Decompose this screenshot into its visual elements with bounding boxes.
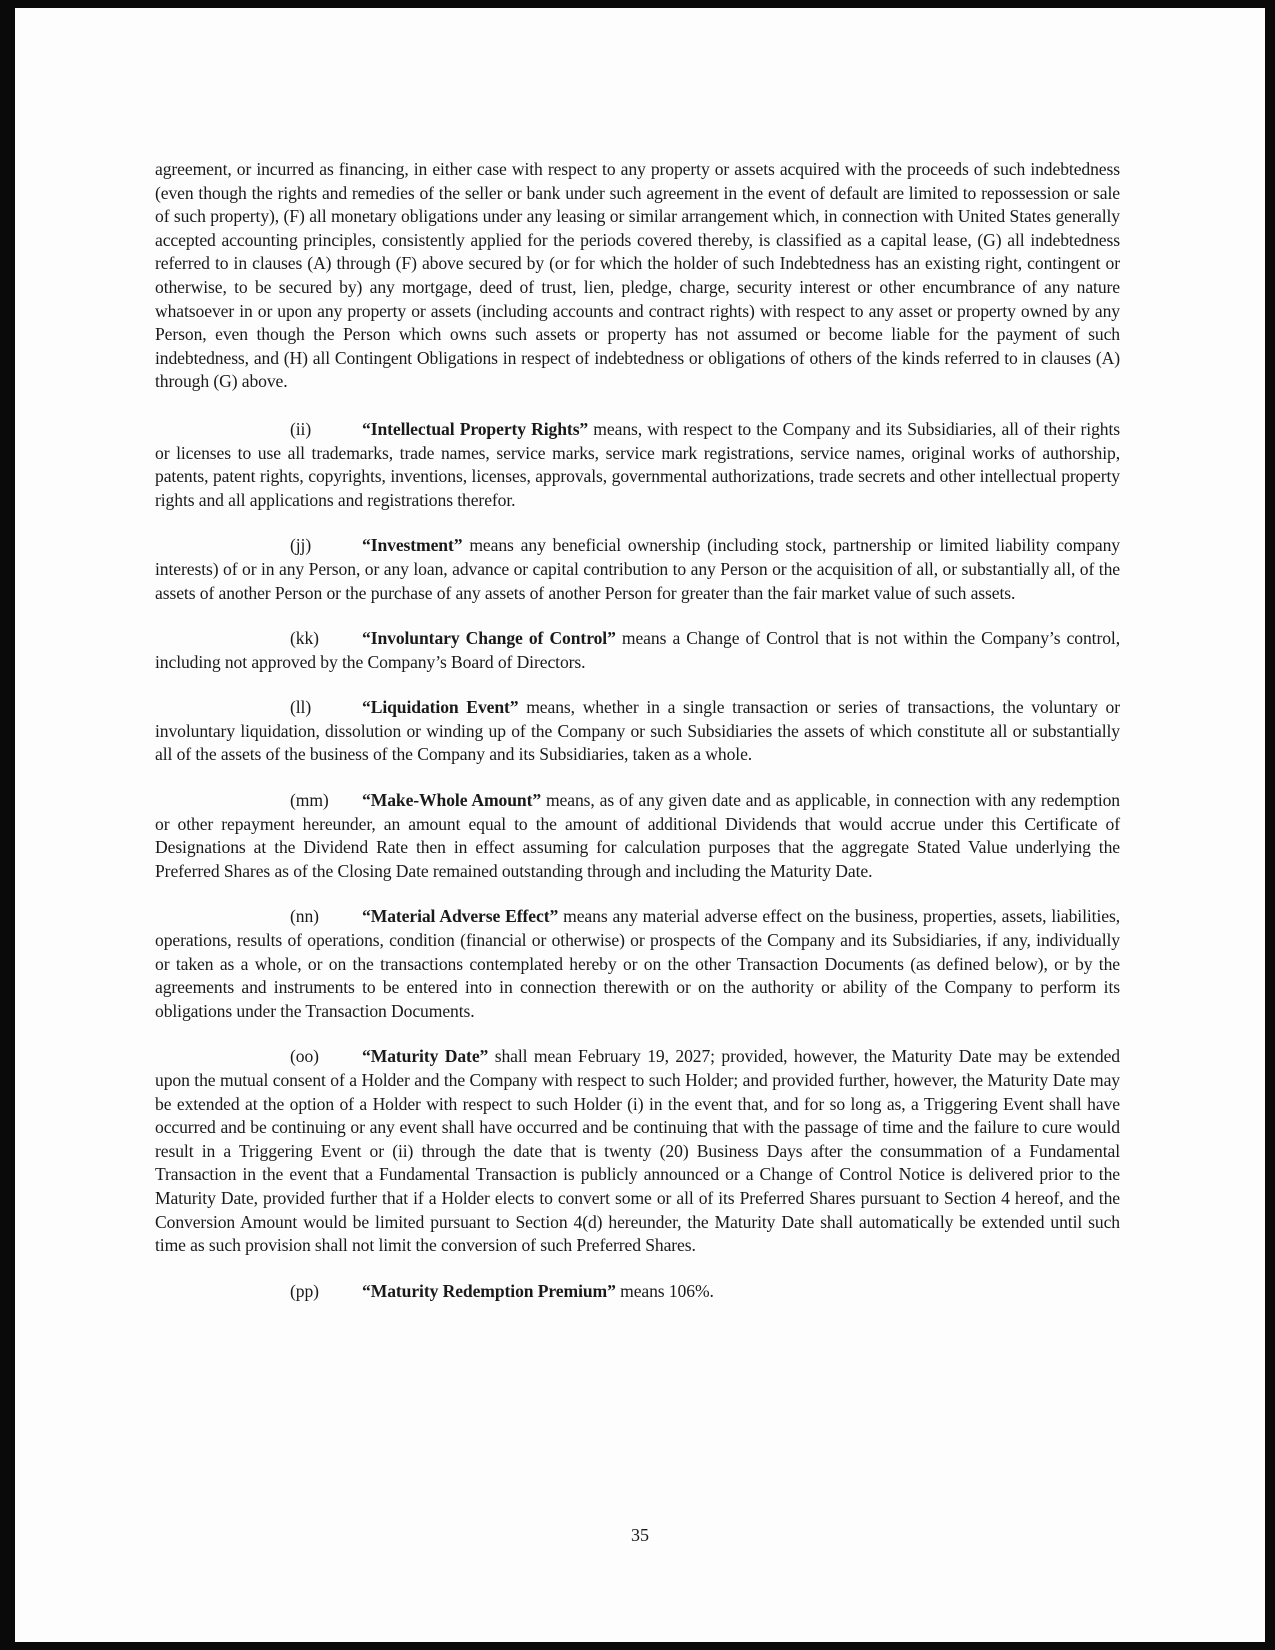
definition-label: (nn) — [290, 906, 319, 927]
definition-text: means, as of any given date and as applicable, in connection with any redemption or other repayment hereunder, an amount equal to the amount of additional Dividends that would accrue under this Certificate of Designations at the Dividend Rate then in effect assuming for calculation purposes that the aggregate Stated Value underlying the Preferred Shares as of the Closing Date remained outstanding through and including the Maturity Date. — [155, 790, 1121, 881]
definition-material-adverse-effect — [155, 905, 1120, 1023]
definition-involuntary-change-of-control — [155, 627, 1120, 674]
definition-text: means any material adverse effect on the business, properties, assets, liabilities, operations, results of operations, condition (financial or otherwise) or prospects of the Company and its Subsidiaries, if any, individually or taken as a whole, or on the transactions contemplated hereby or on the other Transaction Documents (as defined below), or by the agreements and instruments to be entered into in connection therewith or on the authority or ability of the Company to perform its obligations under the Transaction Documents. — [155, 906, 1120, 1021]
defined-term: “Make-Whole Amount” — [362, 790, 542, 811]
defined-term: “Liquidation Event” — [362, 697, 519, 718]
definition-text: means, whether in a single transaction or series of transactions, the voluntary or involuntary liquidation, dissolution or winding up of the Company or such Subsidiaries the assets of which constitute all or substantially all of the assets of the business of the Company and its Subsidiaries, taken as a whole. — [155, 697, 1120, 765]
defined-term: “Investment” — [362, 535, 463, 556]
definition-liquidation-event — [155, 696, 1120, 767]
definition-text: means any beneficial ownership (including stock, partnership or limited liability company interests) of or in any Person, or any loan, advance or capital contribution to any Person or the acquisition of all, or substantially all, of the assets of another Person or the purchase of any assets of another Person for greater than the fair market value of such assets. — [155, 535, 1120, 603]
definition-label: (jj) — [290, 535, 312, 556]
definition-maturity-date — [155, 1045, 1120, 1257]
definition-investment — [155, 534, 1120, 605]
definition-label: (ll) — [290, 697, 312, 718]
document-body — [155, 158, 1120, 1325]
page-number: 35 — [631, 1525, 649, 1545]
document-page — [15, 8, 1265, 1642]
defined-term: “Material Adverse Effect” — [362, 906, 559, 927]
defined-term: “Maturity Redemption Premium” — [362, 1280, 616, 1301]
definition-label: (pp) — [290, 1280, 319, 1301]
continuation-paragraph: agreement, or incurred as financing, in either case with respect to any property or assets acquired with the proceeds of such indebtedness (even though the rights and remedies of the seller or bank under such agreement in the event of default are limited to repossession or sale of such property), (F) all monetary obligations under any leasing or similar arrangement which, in connection with United States generally accepted accounting principles, consistently applied for the periods covered thereby, is classified as a capital lease, (G) all indebtedness referred to in clauses (A) through (F) above secured by (or for which the holder of such Indebtedness has an existing right, contingent or otherwise, to be secured by) any mortgage, deed of trust, lien, pledge, charge, security interest or other encumbrance of any nature whatsoever in or upon any property or assets (including accounts and contract rights) with respect to any asset or property owned by any Person, even though the Person which owns such assets or property has not assumed or become liable for the payment of such indebtedness, and (H) all Contingent Obligations in respect of indebtedness or obligations of others of the kinds referred to in clauses (A) through (G) above. — [155, 159, 1120, 392]
definition-text: means 106%. — [615, 1280, 714, 1301]
defined-term: “Maturity Date” — [362, 1046, 489, 1067]
definition-label: (mm) — [290, 790, 329, 811]
definition-label: (kk) — [290, 628, 319, 649]
defined-term: “Involuntary Change of Control” — [362, 628, 616, 649]
definition-make-whole-amount — [155, 789, 1120, 883]
definition-label: (ii) — [290, 418, 312, 439]
definition-maturity-redemption-premium — [155, 1280, 1120, 1304]
definition-label: (oo) — [290, 1046, 319, 1067]
definition-text: shall mean February 19, 2027; provided, however, the Maturity Date may be extended upon the mutual consent of a Holder and the Company with respect to such Holder; and provided further, however, the Maturity Date may be extended at the option of a Holder with respect to such Holder (i) in the event that, and for so long as, a Triggering Event shall have occurred and be continuing or any event shall have occurred and be continuing that with the passage of time and the failure to cure would result in a Triggering Event or (ii) through the date that is twenty (20) Business Days after the consummation of a Fundamental Transaction in the event that a Fundamental Transaction is publicly announced or a Change of Control Notice is delivered prior to the Maturity Date, provided further that if a Holder elects to convert some or all of its Preferred Shares pursuant to Section 4 hereof, and the Conversion Amount would be limited pursuant to Section 4(d) hereunder, the Maturity Date shall automatically be extended until such time as such provision shall not limit the conversion of such Preferred Shares. — [155, 1046, 1121, 1256]
defined-term: “Intellectual Property Rights” — [362, 418, 589, 439]
definition-text: means, with respect to the Company and its Subsidiaries, all of their rights or licenses to use all trademarks, trade names, service marks, service mark registrations, service names, original works of authorship, patents, patent rights, copyrights, inventions, licenses, approvals, governmental authorizations, trade secrets and other intellectual property rights and all applications and registrations therefor. — [155, 418, 1120, 510]
definition-text: means a Change of Control that is not within the Company’s control, including not approved by the Company’s Board of Directors. — [155, 628, 1120, 672]
definition-intellectual-property-rights — [155, 418, 1120, 512]
